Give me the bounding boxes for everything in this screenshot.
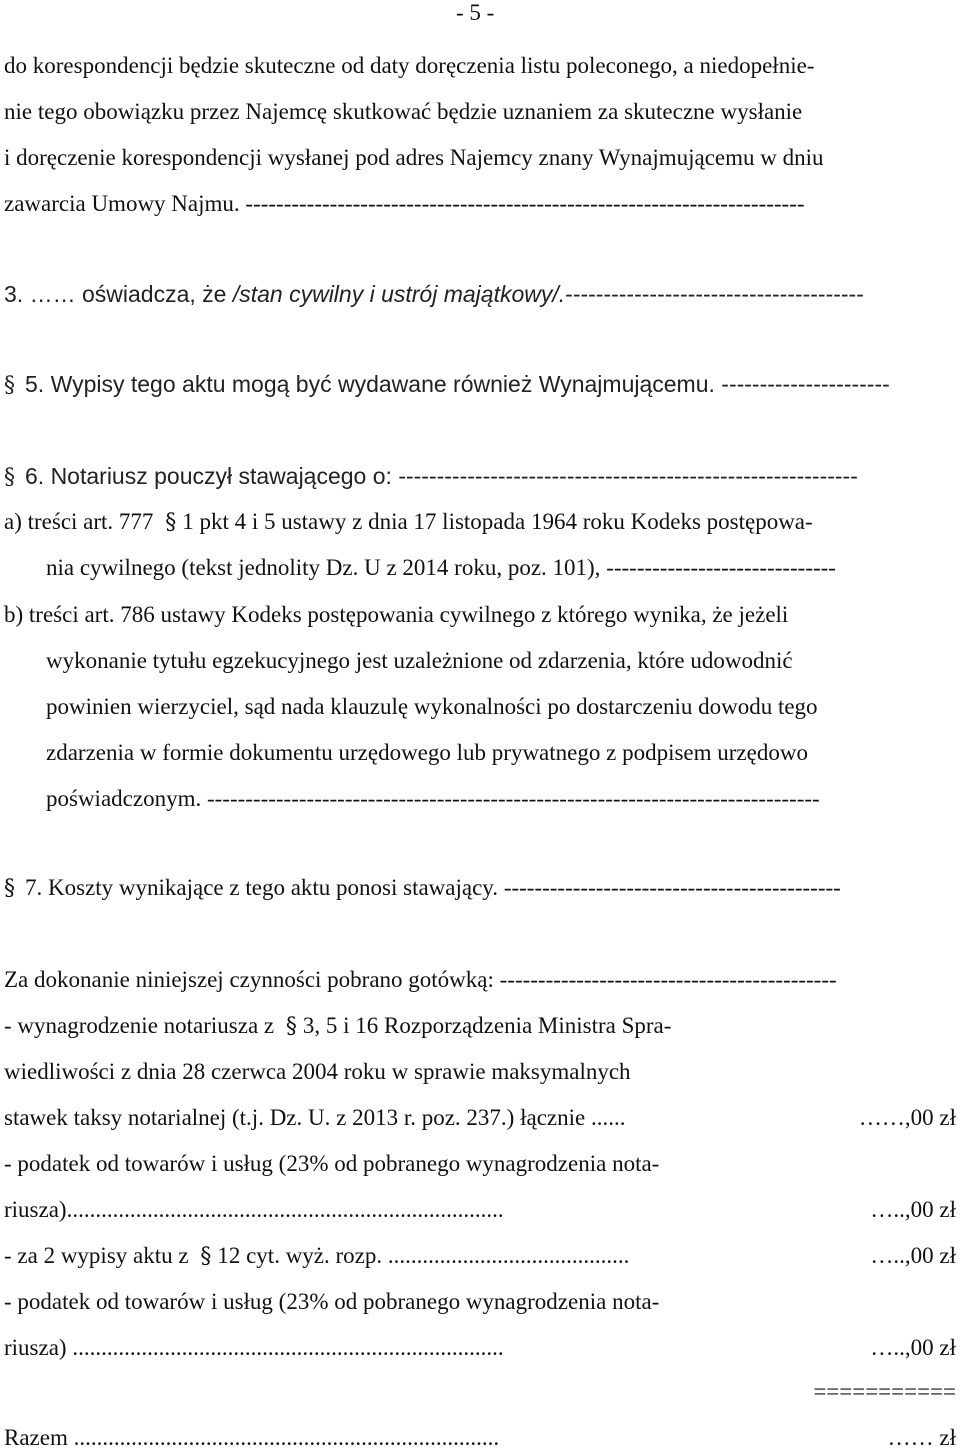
p6-text: 6. Notariusz pouczył stawającego o: — [25, 463, 392, 489]
item-b-line — [46, 785, 820, 813]
fee-amount: ……,00 zł — [858, 1105, 956, 1130]
fee-item-line: riusza)............................................................................ — [4, 1197, 504, 1222]
fees-header-dashes: -------------------------------------------- — [499, 967, 837, 992]
p5-dashes: ---------------------- — [721, 371, 890, 397]
paragraph-3 — [4, 280, 954, 308]
item-b-line: zdarzenia w formie dokumentu urzędowego lub prywatnego z podpisem urzędowo — [46, 740, 808, 765]
item-a-label: a) treści art. 777 — [4, 509, 154, 534]
p3-placeholder: /stan cywilny i ustrój majątkowy/. — [232, 281, 566, 307]
item-a-text: 1 pkt 4 i 5 ustawy z dnia 17 listopada 1964 roku Kodeks postępowa- — [182, 509, 813, 534]
section-sign: § — [285, 1014, 297, 1039]
p5-text: 5. Wypisy tego aktu mogą być wydawane również Wynajmującemu. — [25, 371, 715, 397]
p6-dashes: ------------------------------------------------------------ — [398, 463, 858, 489]
body-line: do korespondencji będzie skuteczne od daty doręczenia listu poleconego, a niedopełnie- — [4, 53, 815, 78]
total-amount: …… zł — [887, 1425, 956, 1450]
section-sign: § — [4, 465, 15, 490]
body-line: zawarcia Umowy Najmu. ------------------------------------------------------------------------- — [4, 191, 805, 216]
item-b-line: wykonanie tytułu egzekucyjnego jest uzależnione od zdarzenia, które udowodnić — [46, 648, 793, 673]
fee-item-text: 3, 5 i 16 Rozporządzenia Ministra Spra- — [302, 1013, 672, 1038]
item-a-dashes: ------------------------------ — [606, 555, 836, 580]
fee-item-line: - podatek od towarów i usług (23% od pobranego wynagrodzenia nota- — [4, 1151, 660, 1176]
item-b-dashes: -------------------------------------------------------------------------------- — [206, 786, 820, 811]
paragraph-5 — [4, 370, 954, 400]
fee-item-line: stawek taksy notarialnej (t.j. Dz. U. z 2013 r. poz. 237.) łącznie ...... — [4, 1105, 626, 1130]
section-sign: § — [4, 876, 15, 901]
fee-item-text: - wynagrodzenie notariusza z — [4, 1013, 275, 1038]
page-number: - 5 - — [456, 0, 495, 25]
section-sign: § — [200, 1244, 212, 1269]
fee-amount: …..,00 zł — [870, 1335, 956, 1360]
fee-item-text: - za 2 wypisy aktu z — [4, 1243, 189, 1268]
fee-item-line: riusza) ........................................................................... — [4, 1335, 504, 1360]
fee-item-3 — [4, 1242, 629, 1271]
fees-header — [4, 966, 837, 994]
body-line: nie tego obowiązku przez Najemcę skutkować będzie uznaniem za skuteczne wysłanie — [4, 99, 803, 124]
item-a-cont — [46, 554, 836, 582]
section-sign: § — [4, 373, 15, 398]
total-separator: =========== — [813, 1379, 956, 1404]
fee-item-1 — [4, 1012, 671, 1041]
item-b-line: powinien wierzyciel, sąd nada klauzulę wykonalności po dostarczeniu dowodu tego — [46, 694, 818, 719]
item-b-line: b) treści art. 786 ustawy Kodeks postępowania cywilnego z którego wynika, że jeżeli — [4, 602, 789, 627]
p7-text: 7. Koszty wynikające z tego aktu ponosi stawający. — [25, 875, 499, 900]
item-a-text2: nia cywilnego (tekst jednolity Dz. U z 2014 roku, poz. 101), — [46, 555, 601, 580]
item-b-text: poświadczonym. — [46, 786, 202, 811]
total-label: Razem .......................................................................... — [4, 1425, 500, 1450]
fee-item-line: - podatek od towarów i usług (23% od pobranego wynagrodzenia nota- — [4, 1289, 660, 1314]
fee-amount: …..,00 zł — [870, 1197, 956, 1222]
fee-amount: …..,00 zł — [870, 1243, 956, 1268]
p7-dashes: -------------------------------------------- — [503, 875, 841, 900]
p3-text: oświadcza, że — [81, 281, 227, 307]
fee-item-line: wiedliwości z dnia 28 czerwca 2004 roku w sprawie maksymalnych — [4, 1059, 631, 1084]
section-sign: § — [165, 510, 177, 535]
fees-header-text: Za dokonanie niniejszej czynności pobrano gotówką: — [4, 967, 494, 992]
paragraph-7 — [4, 874, 841, 903]
p3-dashes: --------------------------------------- — [565, 281, 864, 307]
p3-number: 3. …… — [4, 281, 76, 307]
item-a — [4, 508, 954, 537]
body-line: i doręczenie korespondencji wysłanej pod adres Najemcy znany Wynajmującemu w dniu — [4, 145, 824, 170]
fee-item-text: 12 cyt. wyż. rozp. .......................................... — [217, 1243, 630, 1268]
paragraph-6 — [4, 462, 954, 492]
